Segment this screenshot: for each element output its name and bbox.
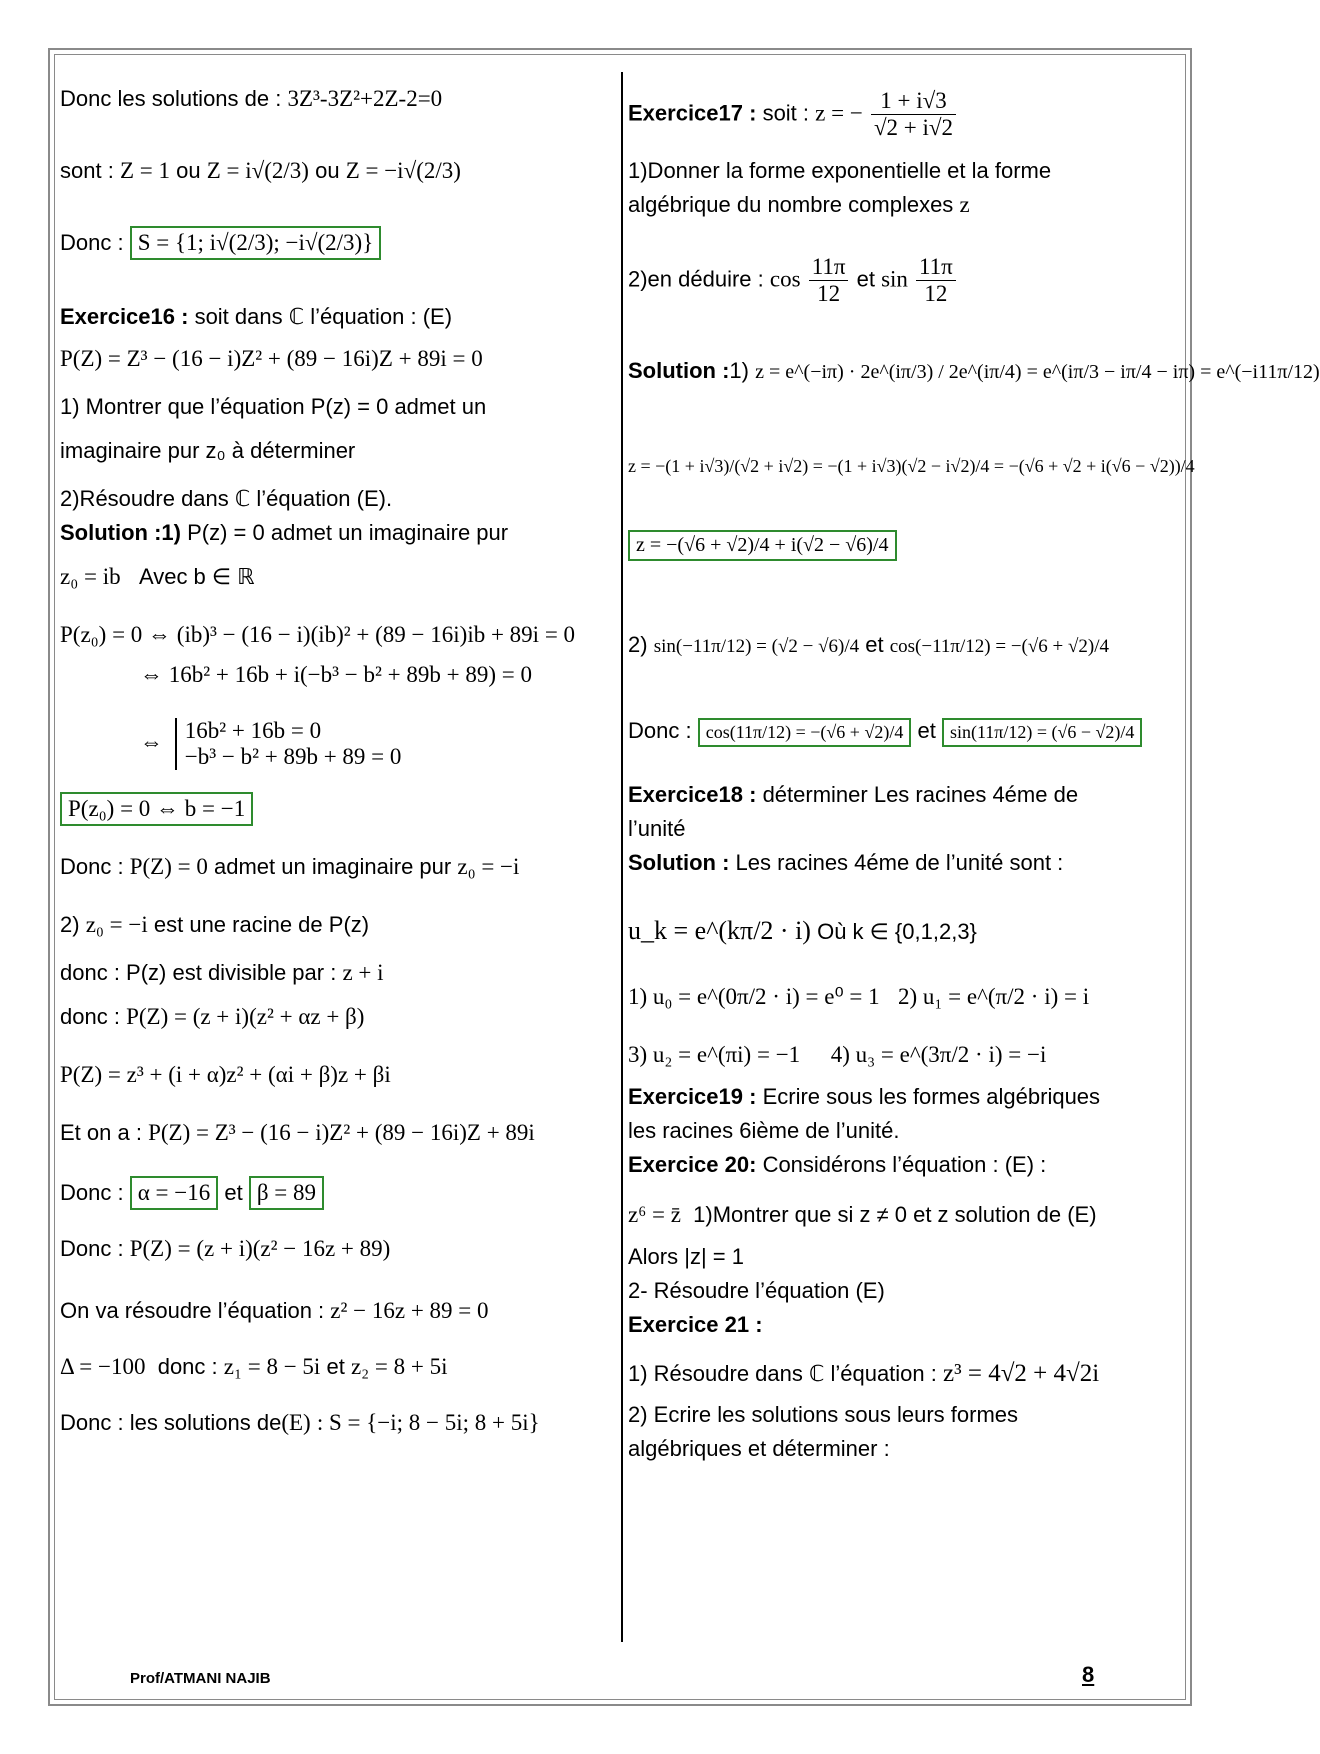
label: Donc : les solutions de — [60, 1410, 282, 1435]
et-text: et — [917, 718, 936, 743]
trig-result-line — [628, 718, 1142, 747]
fraction — [809, 254, 849, 307]
solution-3: Z = −i√(2/3) — [345, 158, 461, 183]
solution-set-box: S = {1; i√(2/3); −i√(2/3)} — [130, 226, 382, 260]
equation: z⁶ = z̄ — [628, 1202, 681, 1227]
exercise18-text-2: l’unité — [628, 816, 686, 841]
solutions-line — [60, 86, 442, 112]
solution-2: Z = i√(2/3) — [206, 158, 309, 183]
sin-value: sin(−11π/12) = (√2 − √6)/4 — [653, 636, 860, 657]
number: 1) — [729, 358, 749, 383]
exercise-text: soit : — [762, 100, 810, 126]
number: 2) — [60, 912, 80, 937]
fraction — [871, 88, 956, 141]
equation: P(Z) = (z + i)(z² + αz + β) — [126, 1004, 365, 1029]
numerator: 11π — [809, 254, 849, 281]
exercise16-heading — [60, 304, 452, 330]
label: Donc : — [60, 1180, 124, 1205]
question-1a: 1)Donner la forme exponentielle et la forme — [628, 158, 1052, 183]
solution-1: Z = 1 — [119, 158, 170, 183]
exercise16-equation: P(Z) = Z³ − (16 − i)Z² + (89 − 16i)Z + 89i = 0 — [60, 346, 483, 371]
calc-line-1: P(z₀) = 0 ⇔ (ib)³ − (16 − i)(ib)² + (89 − 16i)ib + 89i = 0 — [60, 622, 576, 647]
root-line — [60, 912, 369, 938]
exercise-title: Exercice 21 : — [628, 1312, 763, 1337]
solution-title: Solution : — [628, 358, 730, 383]
denominator: 12 — [924, 281, 948, 306]
exercise18-heading — [628, 782, 1078, 808]
numerator: 1 + i√3 — [871, 88, 956, 115]
label: Et on a : — [60, 1120, 142, 1145]
et-text: et — [224, 1180, 243, 1205]
alpha-beta-line — [60, 1176, 324, 1210]
et-text: et — [326, 1354, 345, 1379]
alpha-box: α = −16 — [130, 1176, 219, 1210]
label: Donc : — [60, 854, 124, 879]
system-eq-1: 16b² + 16b = 0 — [184, 718, 322, 743]
question-1b: imaginaire pur z₀ à déterminer — [60, 438, 356, 463]
numerator: 11π — [916, 254, 956, 281]
uk-formula-line — [628, 916, 977, 946]
exercise20-q2: 2- Résoudre l’équation (E) — [628, 1278, 885, 1303]
label: Donc : — [60, 1236, 124, 1261]
question: 1)Montrer que si z ≠ 0 et z solution de (E) — [693, 1202, 1097, 1227]
label: Donc : — [60, 230, 124, 255]
label: sont : — [60, 158, 114, 183]
exercise20-q1 — [628, 1202, 1097, 1228]
equation: P(Z) = (z + i)(z² − 16z + 89) — [129, 1236, 391, 1261]
exercise17-heading — [628, 88, 958, 141]
solution18-heading — [628, 850, 1063, 876]
comparison-line — [60, 1120, 535, 1146]
z: z — [959, 192, 970, 217]
fraction — [916, 254, 956, 307]
final-solutions-line — [60, 1410, 540, 1436]
delta: Δ = −100 — [60, 1354, 146, 1379]
exercise19-text-2: les racines 6ième de l’unité. — [628, 1118, 900, 1143]
donc-imaginary — [60, 854, 519, 880]
quadratic-line — [60, 1298, 489, 1324]
sin-result-box: sin(11π/12) = (√6 − √2)/4 — [942, 718, 1142, 747]
number: 2) — [628, 632, 648, 657]
sin: sin — [881, 266, 908, 292]
exercise21-q2b: algébriques et déterminer : — [628, 1436, 890, 1461]
exercise-title: Exercice 20: — [628, 1152, 757, 1177]
u3: 4) u₃ = e^(3π/2 · i) = −i — [830, 1042, 1047, 1067]
solution-set-line — [60, 226, 381, 260]
text: On va résoudre l’équation : — [60, 1298, 325, 1323]
z0: z₀ = −i — [85, 912, 148, 937]
exercise-title: Exercice17 : — [628, 100, 757, 126]
or-text: ou — [315, 158, 340, 183]
equation: z³ = 4√2 + 4√2i — [943, 1360, 1100, 1387]
question-1b — [628, 192, 970, 218]
text: est une racine de P(z) — [153, 912, 370, 937]
pz-factored-line — [60, 1236, 390, 1262]
exercise-text: Ecrire sous les formes algébriques — [762, 1084, 1101, 1109]
factor: z + i — [342, 960, 384, 985]
u1: 2) u₁ = e^(π/2 · i) = i — [898, 984, 1090, 1009]
question-2: 2)Résoudre dans ℂ l’équation (E). — [60, 486, 393, 511]
result-box: P(z₀) = 0 ⇔ b = −1 — [60, 792, 253, 826]
system — [140, 718, 401, 770]
uk-formula: u_k = e^(kπ/2 · i) — [628, 916, 811, 945]
z-def: z = − — [815, 100, 863, 126]
exercise20-q1b: Alors |z| = 1 — [628, 1244, 744, 1269]
or-text: ou — [176, 158, 201, 183]
exponential-form: z = e^(−iπ) · 2e^(iπ/3) / 2e^(iπ/4) = e^(iπ/3 − iπ/4 − iπ) = e^(−i11π/12) — [755, 361, 1320, 383]
cos: cos — [769, 266, 801, 292]
denominator: 12 — [817, 281, 841, 306]
et-text: et — [856, 266, 875, 292]
exercise-title: Exercice16 : — [60, 304, 189, 329]
label: donc : — [60, 1004, 120, 1029]
text: donc : P(z) est divisible par : — [60, 960, 337, 985]
system-eq-2: −b³ − b² + 89b + 89 = 0 — [184, 744, 402, 769]
u0: 1) u₀ = e^(0π/2 · i) = e⁰ = 1 — [628, 984, 880, 1009]
z1: z₁ = 8 − 5i — [223, 1354, 321, 1379]
denominator: √2 + i√2 — [873, 115, 954, 140]
footer-author: Prof/ATMANI NAJIB — [130, 1670, 271, 1687]
exercise-text: soit dans ℂ l’équation : (E) — [194, 304, 453, 329]
exercise21-q2: 2) Ecrire les solutions sous leurs formes — [628, 1402, 1019, 1427]
equation: P(Z) = 0 — [129, 854, 208, 879]
equation: z² − 16z + 89 = 0 — [330, 1298, 489, 1323]
label: Donc : — [628, 718, 692, 743]
exercise19-heading — [628, 1084, 1100, 1110]
solution-title: Solution :1) — [60, 520, 181, 545]
exercise-text: Considérons l’équation : (E) : — [762, 1152, 1047, 1177]
cos-value: cos(−11π/12) = −(√6 + √2)/4 — [889, 636, 1110, 657]
solution-text: Les racines 4éme de l’unité sont : — [735, 850, 1064, 875]
equation: 3Z³-3Z²+2Z-2=0 — [287, 86, 443, 111]
algebraic-derivation: z = −(1 + i√3)/(√2 + i√2) = −(1 + i√3)(√2 − i√2)/4 = −(√6 + √2 + i(√6 − √2))/4 — [628, 456, 1195, 476]
equation-name: (E) — [281, 1410, 311, 1435]
solution17-line — [628, 358, 1320, 384]
solution-set: : S = {−i; 8 − 5i; 8 + 5i} — [316, 1410, 540, 1435]
solutions-list — [60, 158, 461, 184]
avec-text: Avec b ∈ ℝ — [138, 564, 255, 589]
roots-line-1 — [628, 984, 1089, 1010]
algebraic-box-line — [628, 530, 897, 561]
result-box-line — [60, 792, 253, 826]
discriminant-line — [60, 1354, 448, 1380]
text: donc : — [157, 1354, 218, 1379]
exercise-title: Exercice19 : — [628, 1084, 757, 1109]
label: 2)en déduire : — [628, 266, 764, 292]
et-text: et — [865, 632, 884, 657]
exercise21-heading — [628, 1312, 763, 1338]
k-domain: Où k ∈ {0,1,2,3} — [817, 919, 977, 944]
u2: 3) u₂ = e^(πi) = −1 — [628, 1042, 801, 1067]
solution-heading — [60, 520, 508, 546]
beta-box: β = 89 — [249, 1176, 324, 1210]
algebraic-form-box: z = −(√6 + √2)/4 + i(√2 − √6)/4 — [628, 530, 897, 561]
expansion: P(Z) = z³ + (i + α)z² + (αi + β)z + βi — [60, 1062, 391, 1087]
factorization-line — [60, 1004, 364, 1030]
divisible-line — [60, 960, 384, 986]
question: 1) Résoudre dans ℂ l’équation : — [628, 1361, 937, 1386]
column-divider — [621, 72, 623, 1642]
equation: P(Z) = Z³ − (16 − i)Z² + (89 − 16i)Z + 89i — [148, 1120, 535, 1145]
z2: z₂ = 8 + 5i — [350, 1354, 448, 1379]
exercise20-heading — [628, 1152, 1046, 1178]
exercise-text: déterminer Les racines 4éme de — [762, 782, 1079, 807]
solution-text: P(z) = 0 admet un imaginaire pur — [187, 520, 509, 545]
exercise21-q1 — [628, 1360, 1099, 1388]
label: Donc les solutions de : — [60, 86, 282, 111]
z0-definition — [60, 564, 255, 590]
text: admet un imaginaire pur — [213, 854, 452, 879]
z0: z₀ = ib — [60, 564, 121, 589]
z0-value: z₀ = −i — [457, 854, 520, 879]
roots-line-2 — [628, 1042, 1046, 1068]
trig-values-line — [628, 632, 1109, 658]
exercise-title: Exercice18 : — [628, 782, 757, 807]
solution-title: Solution : — [628, 850, 730, 875]
cos-result-box: cos(11π/12) = −(√6 + √2)/4 — [698, 718, 912, 747]
question-2 — [628, 254, 958, 307]
question-1a: 1) Montrer que l’équation P(z) = 0 admet un — [60, 394, 487, 419]
text: algébrique du nombre complexes — [628, 192, 954, 217]
calc-line-2: ⇔ 16b² + 16b + i(−b³ − b² + 89b + 89) = 0 — [140, 662, 532, 687]
page-number: 8 — [1082, 1662, 1095, 1687]
equiv-symbol: ⇔ — [140, 729, 163, 755]
